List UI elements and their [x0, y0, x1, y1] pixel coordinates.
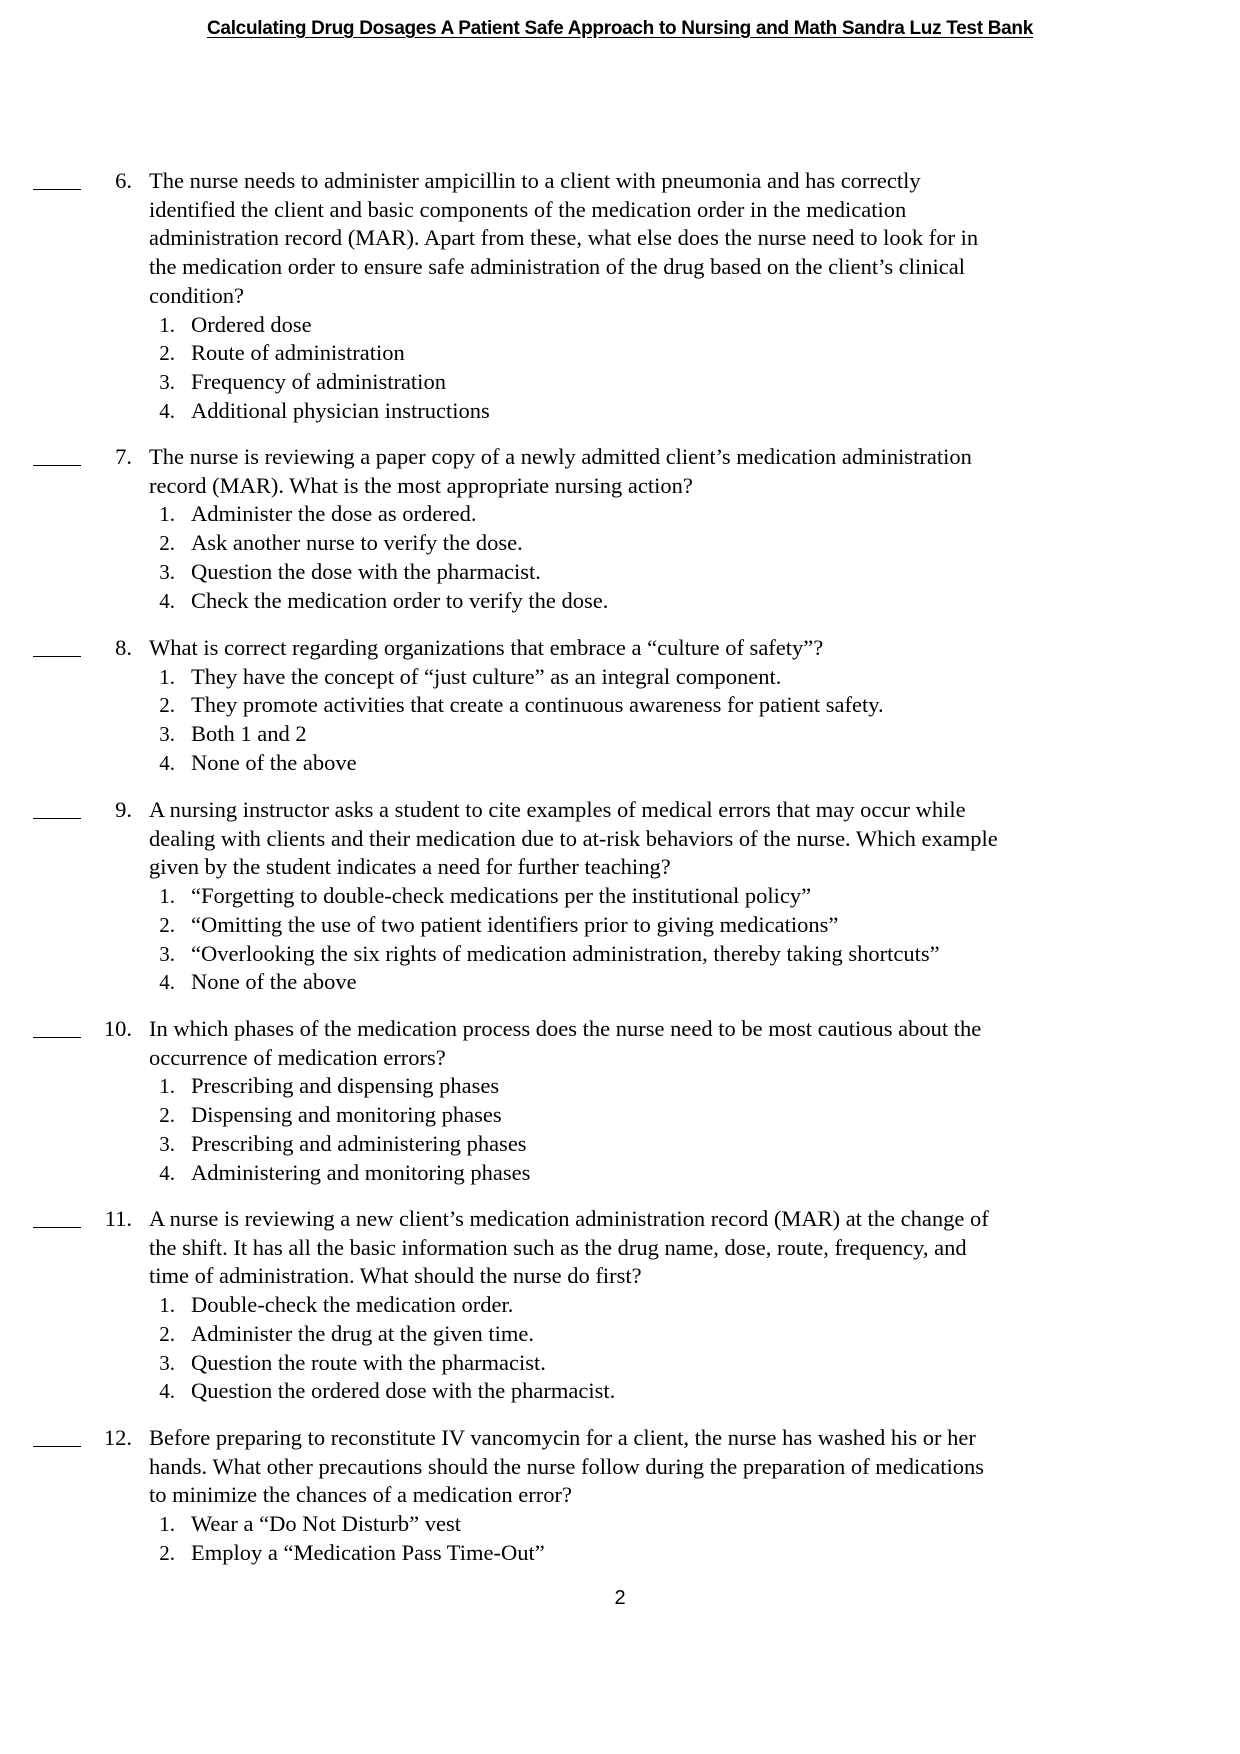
- option-number: 3.: [159, 1131, 175, 1156]
- option-number: 2.: [159, 531, 175, 556]
- option-number: 4.: [159, 588, 175, 613]
- question-body: [149, 1205, 1099, 1406]
- answer-option: [149, 558, 1099, 587]
- option-number: 1.: [159, 664, 175, 689]
- answer-options: [149, 1291, 1099, 1406]
- answer-blank[interactable]: [33, 167, 81, 190]
- stem-line: A nursing instructor asks a student to cite examples of medical errors that may occur while: [149, 797, 966, 822]
- stem-line: the medication order to ensure safe administration of the drug based on the client’s clinical: [149, 254, 965, 280]
- question-body: [149, 167, 1099, 425]
- answer-blank[interactable]: [33, 443, 81, 466]
- option-text: Question the route with the pharmacist.: [191, 1349, 546, 1375]
- option-number: 3.: [159, 1350, 175, 1375]
- question-number: 9.: [115, 797, 132, 822]
- option-text: Both 1 and 2: [191, 721, 307, 747]
- option-number: 1.: [159, 1512, 175, 1537]
- stem-line: condition?: [149, 282, 244, 308]
- option-text: Question the dose with the pharmacist.: [191, 558, 541, 584]
- option-number: 3.: [159, 369, 175, 394]
- option-number: 1.: [159, 312, 175, 337]
- option-text: They have the concept of “just culture” as an integral component.: [191, 663, 782, 689]
- stem-line: A nurse is reviewing a new client’s medication administration record (MAR) at the change of: [149, 1206, 989, 1231]
- option-text: Prescribing and dispensing phases: [191, 1073, 500, 1099]
- option-number: 1.: [159, 502, 175, 527]
- option-number: 4.: [159, 750, 175, 775]
- answer-options: [149, 1510, 1099, 1567]
- option-number: 3.: [159, 559, 175, 584]
- answer-option: [149, 911, 1099, 940]
- option-text: Ask another nurse to verify the dose.: [191, 530, 523, 556]
- option-text: “Overlooking the six rights of medication administration, thereby taking shortcuts”: [191, 940, 940, 966]
- option-text: Check the medication order to verify the dose.: [191, 587, 609, 613]
- option-text: None of the above: [191, 969, 357, 995]
- answer-option: [149, 1510, 1099, 1539]
- question-body: [149, 1015, 1099, 1187]
- answer-options: [149, 882, 1099, 997]
- option-number: 2.: [159, 1103, 175, 1128]
- answer-option: [149, 500, 1099, 529]
- stem-line: administration record (MAR). Apart from these, what else does the nurse need to look for in: [149, 225, 979, 251]
- option-number: 3.: [159, 941, 175, 966]
- stem-line: to minimize the chances of a medication error?: [149, 1482, 572, 1508]
- stem-line: identified the client and basic components of the medication order in the medication: [149, 196, 907, 222]
- option-number: 1.: [159, 1293, 175, 1318]
- answer-blank[interactable]: [33, 796, 81, 819]
- document-title: Calculating Drug Dosages A Patient Safe Approach to Nursing and Math Sandra Luz Test Bank: [207, 18, 1033, 39]
- answer-blank[interactable]: [33, 1205, 81, 1228]
- stem-line: hands. What other precautions should the nurse follow during the preparation of medications: [149, 1453, 984, 1479]
- option-text: Wear a “Do Not Disturb” vest: [191, 1511, 461, 1537]
- option-text: Administer the drug at the given time.: [191, 1320, 535, 1346]
- option-number: 1.: [159, 1074, 175, 1099]
- stem-line: given by the student indicates a need for further teaching?: [149, 854, 671, 880]
- answer-option: [149, 1072, 1099, 1101]
- stem-line: time of administration. What should the nurse do first?: [149, 1263, 642, 1289]
- answer-option: [149, 749, 1099, 778]
- option-text: “Omitting the use of two patient identifiers prior to giving medications”: [191, 911, 839, 937]
- option-number: 1.: [159, 884, 175, 909]
- question-number: 8.: [115, 635, 132, 660]
- answer-option: [149, 311, 1099, 340]
- question-number: 7.: [115, 444, 132, 469]
- option-text: Administering and monitoring phases: [191, 1159, 531, 1185]
- option-text: Double-check the medication order.: [191, 1292, 514, 1318]
- option-text: Ordered dose: [191, 311, 312, 337]
- option-text: Employ a “Medication Pass Time-Out”: [191, 1539, 545, 1565]
- option-text: Prescribing and administering phases: [191, 1130, 527, 1156]
- answer-option: [149, 1349, 1099, 1378]
- answer-option: [149, 1320, 1099, 1349]
- option-text: None of the above: [191, 749, 357, 775]
- page-header: [0, 18, 1240, 40]
- question-number: 10.: [103, 1016, 132, 1041]
- page-number: 2: [614, 1587, 626, 1609]
- option-text: Route of administration: [191, 340, 405, 366]
- answer-option: [149, 1377, 1099, 1406]
- option-text: Administer the dose as ordered.: [191, 501, 477, 527]
- stem-line: What is correct regarding organizations that embrace a “culture of safety”?: [149, 635, 824, 660]
- option-number: 4.: [159, 1379, 175, 1404]
- option-number: 4.: [159, 398, 175, 423]
- option-number: 4.: [159, 970, 175, 995]
- question-number: 12.: [103, 1425, 132, 1450]
- option-text: Frequency of administration: [191, 368, 446, 394]
- question-number: 11.: [104, 1206, 132, 1231]
- question-number: 6.: [115, 168, 132, 193]
- answer-option: [149, 968, 1099, 997]
- option-number: 2.: [159, 341, 175, 366]
- option-text: Additional physician instructions: [191, 397, 490, 423]
- question-body: [149, 634, 1099, 778]
- answer-options: [149, 663, 1099, 778]
- answer-option: [149, 397, 1099, 426]
- answer-option: [149, 1101, 1099, 1130]
- stem-line: the shift. It has all the basic information such as the drug name, dose, route, frequency, and: [149, 1234, 967, 1260]
- answer-option: [149, 1130, 1099, 1159]
- option-text: Dispensing and monitoring phases: [191, 1102, 502, 1128]
- answer-option: [149, 691, 1099, 720]
- option-number: 2.: [159, 693, 175, 718]
- answer-options: [149, 311, 1099, 426]
- option-text: They promote activities that create a continuous awareness for patient safety.: [191, 692, 884, 718]
- answer-blank[interactable]: [33, 1015, 81, 1038]
- option-text: “Forgetting to double-check medications per the institutional policy”: [191, 883, 812, 909]
- answer-option: [149, 1159, 1099, 1188]
- stem-line: record (MAR). What is the most appropriate nursing action?: [149, 472, 693, 498]
- option-text: Question the ordered dose with the pharmacist.: [191, 1378, 616, 1404]
- answer-options: [149, 500, 1099, 615]
- stem-line: occurrence of medication errors?: [149, 1044, 446, 1070]
- stem-line: In which phases of the medication process does the nurse need to be most cautious about the: [149, 1016, 982, 1041]
- option-number: 2.: [159, 912, 175, 937]
- answer-option: [149, 940, 1099, 969]
- answer-blank[interactable]: [33, 634, 81, 657]
- question-body: [149, 796, 1099, 997]
- answer-option: [149, 1539, 1099, 1568]
- answer-option: [149, 720, 1099, 749]
- answer-option: [149, 368, 1099, 397]
- answer-options: [149, 1072, 1099, 1187]
- option-number: 2.: [159, 1321, 175, 1346]
- answer-blank[interactable]: [33, 1424, 81, 1447]
- question-body: [149, 1424, 1099, 1568]
- answer-option: [149, 587, 1099, 616]
- option-number: 3.: [159, 722, 175, 747]
- option-number: 2.: [159, 1540, 175, 1565]
- question-body: [149, 443, 1099, 615]
- stem-line: The nurse needs to administer ampicillin to a client with pneumonia and has correctly: [149, 168, 921, 193]
- stem-line: dealing with clients and their medication due to at-risk behaviors of the nurse. Which example: [149, 825, 998, 851]
- answer-option: [149, 663, 1099, 692]
- stem-line: The nurse is reviewing a paper copy of a newly admitted client’s medication administration: [149, 444, 972, 469]
- option-number: 4.: [159, 1160, 175, 1185]
- answer-option: [149, 1291, 1099, 1320]
- answer-option: [149, 529, 1099, 558]
- answer-option: [149, 882, 1099, 911]
- stem-line: Before preparing to reconstitute IV vancomycin for a client, the nurse has washed his or her: [149, 1425, 976, 1450]
- answer-option: [149, 339, 1099, 368]
